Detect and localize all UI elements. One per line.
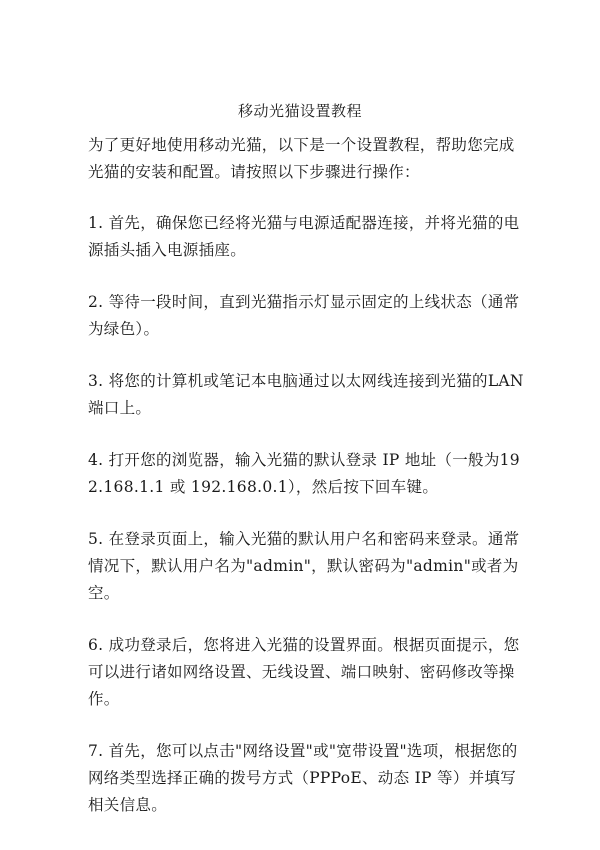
step-4-paragraph: 4. 打开您的浏览器，输入光猫的默认登录 IP 地址（一般为192.168.1.1 或 192.168.0.1），然后按下回车键。 <box>88 451 520 496</box>
document-body <box>88 132 528 844</box>
step-6-paragraph: 6. 成功登录后，您将进入光猫的设置界面。根据页面提示，您可以进行诸如网络设置、无线设置、端口映射、密码修改等操作。 <box>88 636 520 708</box>
step-2-paragraph: 2. 等待一段时间，直到光猫指示灯显示固定的上线状态（通常为绿色）。 <box>88 293 520 338</box>
document-title: 移动光猫设置教程 <box>237 102 362 120</box>
step-1-paragraph: 1. 首先，确保您已经将光猫与电源适配器连接，并将光猫的电源插头插入电源插座。 <box>88 214 520 259</box>
step-5-paragraph: 5. 在登录页面上，输入光猫的默认用户名和密码来登录。通常情况下，默认用户名为"admin"，默认密码为"admin"或者为空。 <box>88 530 520 602</box>
intro-paragraph: 为了更好地使用移动光猫，以下是一个设置教程，帮助您完成光猫的安装和配置。请按照以下步骤进行操作： <box>88 136 515 181</box>
step-3-paragraph: 3. 将您的计算机或笔记本电脑通过以太网线连接到光猫的LAN 端口上。 <box>88 372 524 417</box>
step-7-paragraph: 7. 首先，您可以点击"网络设置"或"宽带设置"选项，根据您的网络类型选择正确的拨号方式（PPPoE、动态 IP 等）并填写相关信息。 <box>88 742 518 814</box>
